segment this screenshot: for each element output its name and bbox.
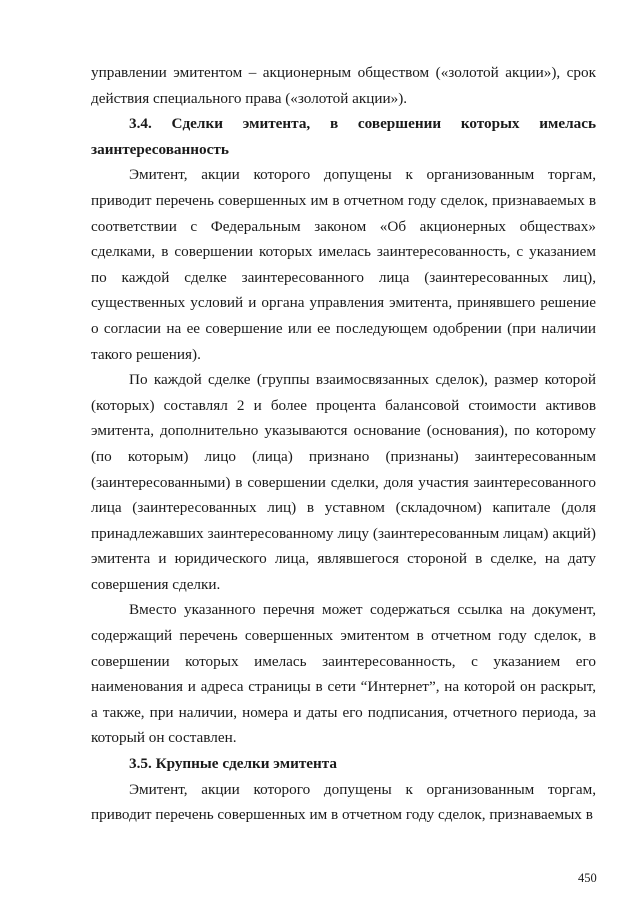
paragraph-4: Эмитент, акции которого допущены к организованным торгам, приводит перечень совершенных им в отчетном году сделок, признаваемых в	[91, 780, 596, 824]
paragraph-2: По каждой сделке (группы взаимосвязанных сделок), размер которой (которых) составлял 2 и более процента балансовой стоимости активов эмитента, дополнительно указываются основание (основания), по которому (по которым) лицо (лица) признано (признаны) заинтересованным (заинтересованными) в совершении сделки, доля участия заинтересованного лица (заинтересованных лиц) в уставном (складочном) капитале (доля принадлежавших заинтересованному лицу (заинтересованным лицам) акций) эмитента и юридического лица, являвшегося стороной в сделке, на дату совершения сделки.	[91, 371, 596, 593]
section-heading-3-4: 3.4. Сделки эмитента, в совершении которых имелась заинтересованность	[91, 115, 596, 158]
section-heading-3-5: 3.5. Крупные сделки эмитента	[129, 755, 338, 773]
paragraph-3: Вместо указанного перечня может содержаться ссылка на документ, содержащий перечень совершенных эмитентом в отчетном году сделок, в совершении которых имелась заинтересованность, с указанием его наименования и адреса страницы в сети “Интернет”, на которой он раскрыт, а также, при наличии, номера и даты его подписания, отчетного периода, за который он составлен.	[91, 601, 596, 747]
paragraph-continuation: управлении эмитентом – акционерным обществом («золотой акции»), срок действия специального права («золотой акции»).	[91, 64, 596, 107]
paragraph-1: Эмитент, акции которого допущены к организованным торгам, приводит перечень совершенных им в отчетном году сделок, признаваемых в соответствии с Федеральным законом «Об акционерных обществах» сделками, в совершении которых имелась заинтересованность, с указанием по каждой сделке заинтересованного лица (заинтересованных лиц), существенных условий и органа управления эмитента, принявшего решение о согласии на ее совершение или ее последующем одобрении (при наличии такого решения).	[91, 166, 596, 363]
page-content	[91, 60, 596, 828]
page-number: 450	[578, 871, 597, 885]
